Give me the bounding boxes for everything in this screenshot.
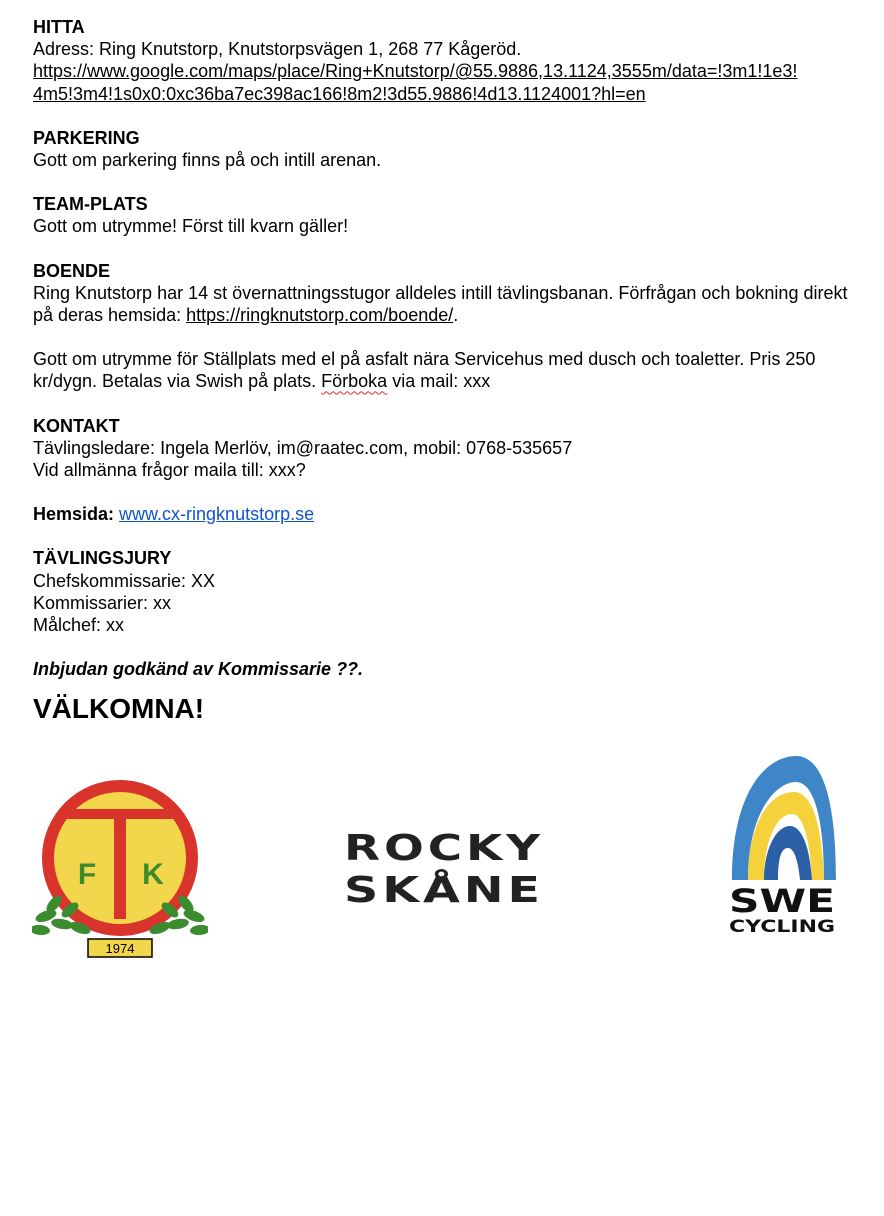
section-jury: [33, 547, 863, 636]
kontakt-heading: KONTAKT: [33, 415, 120, 436]
welcome-heading: VÄLKOMNA!: [33, 693, 205, 725]
section-hitta: [33, 16, 863, 105]
map-link[interactable]: [33, 60, 863, 104]
ftk-letter-t: T: [120, 796, 121, 797]
teamplats-text: Gott om utrymme! Först till kvarn gäller!: [33, 216, 349, 237]
hitta-heading: HITTA: [33, 17, 85, 37]
hemsida-link[interactable]: www.cx-ringknutstorp.se: [119, 504, 315, 525]
boende-paragraph-2: [33, 348, 863, 392]
boende-heading: BOENDE: [33, 260, 111, 281]
kontakt-line-2: Vid allmänna frågor maila till: xxx?: [33, 460, 306, 481]
hitta-address: Adress: Ring Knutstorp, Knutstorpsvägen 1, 268 77 Kågeröd.: [33, 39, 522, 60]
jury-line-3: Målchef: xx: [33, 615, 125, 636]
parkering-heading: PARKERING: [33, 127, 140, 148]
teamplats-heading: TEAM-PLATS: [33, 194, 148, 215]
swe-line-1: SWE: [729, 882, 835, 920]
approval-text: Inbjudan godkänd av Kommissarie ??.: [33, 659, 364, 680]
rocky-line-1: ROCKY: [344, 828, 544, 869]
approval-block: [33, 658, 863, 680]
hemsida-line: [33, 503, 863, 525]
section-parkering: [33, 127, 863, 171]
section-teamplats: [33, 193, 863, 237]
section-stallplats: [33, 348, 863, 392]
section-boende: [33, 260, 863, 327]
ftk-letter-f: F: [77, 858, 97, 891]
ftk-t-stem: [114, 809, 126, 919]
section-hemsida: [33, 503, 863, 525]
map-link-line1: https://www.google.com/maps/place/Ring+Knutstorp/@55.9886,13.1124,3555m/data=!3m1!1e3!: [33, 61, 798, 82]
boende-p2-end: via mail: xxx: [387, 371, 491, 392]
kontakt-line-1: Tävlingsledare: Ingela Merlöv, im@raatec.com, mobil: 0768-535657: [33, 437, 573, 458]
rocky-line-2: SKÅNE: [344, 870, 496, 906]
ftk-club-logo: [32, 776, 208, 960]
swe-line-2: CYCLING: [729, 917, 835, 936]
ftk-letter-k: K: [142, 858, 164, 891]
boende-paragraph-1: [33, 282, 863, 326]
hemsida-label: Hemsida:: [33, 504, 115, 525]
ftk-year: 1974: [105, 941, 135, 956]
section-kontakt: [33, 415, 863, 482]
rocky-skane-logo: [340, 826, 548, 906]
parkering-text: Gott om parkering finns på och intill arenan.: [33, 150, 382, 171]
boende-p1-end: .: [453, 305, 459, 326]
jury-heading: TÄVLINGSJURY: [33, 548, 172, 569]
jury-line-2: Kommissarier: xx: [33, 592, 172, 613]
document-page: [33, 16, 863, 726]
spellcheck-flagged-word: Förboka: [321, 371, 388, 392]
swe-cycling-logo: [726, 752, 838, 936]
boende-p1-text: Ring Knutstorp har 14 st övernattningsstugor alldeles intill tävlingsbanan. Förfrågan och bokning direkt på deras hemsida:: [33, 282, 848, 326]
jury-line-1: Chefskommissarie: XX: [33, 570, 216, 591]
map-link-line2: 4m5!3m4!1s0x0:0xc36ba7ec398ac166!8m2!3d55.9886!4d13.1124001?hl=en: [33, 83, 646, 104]
boende-link[interactable]: https://ringknutstorp.com/boende/: [186, 305, 454, 326]
boende-p2-text: Gott om utrymme för Ställplats med el på asfalt nära Servicehus med dusch och toaletter. Pris 250 kr/dygn. Betalas via Swish på plats.: [33, 349, 816, 392]
